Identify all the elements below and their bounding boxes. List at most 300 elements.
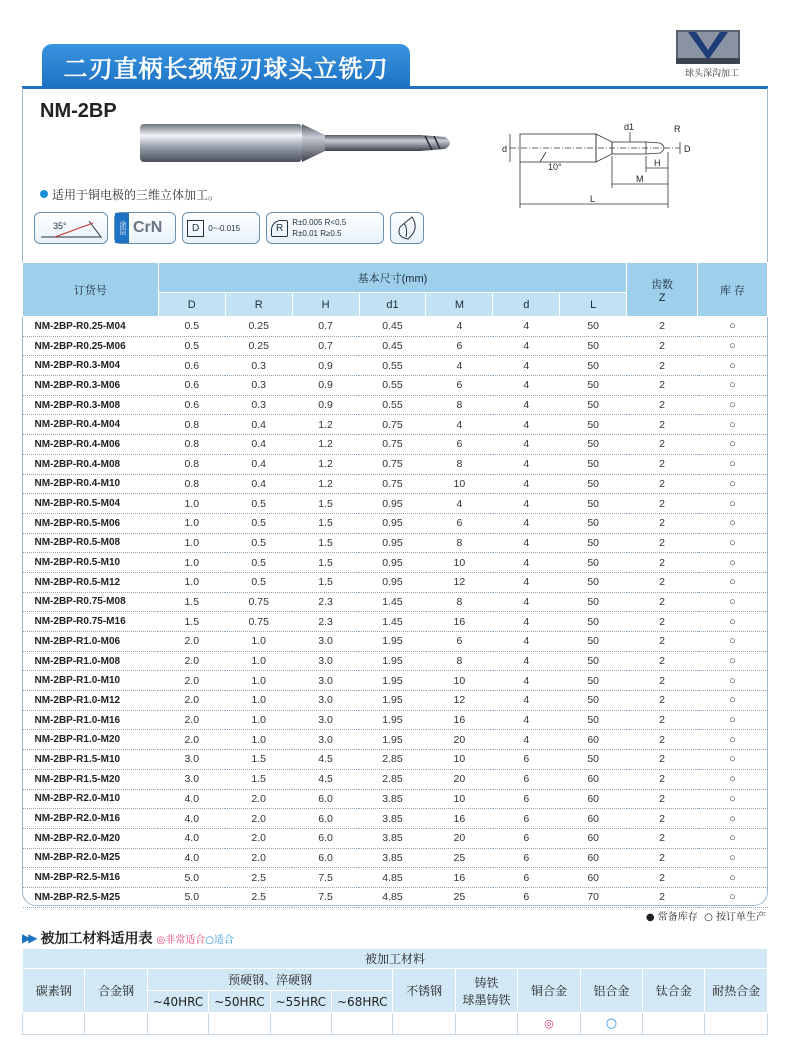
- table-cell: 4: [493, 395, 560, 415]
- radius-tolerance-icon: R R±0.005 R<0.5 R±0.01 R≥0.5: [266, 212, 384, 244]
- table-cell: 4.0: [158, 789, 225, 809]
- table-cell: 2: [627, 809, 698, 829]
- table-cell: 50: [560, 494, 627, 514]
- table-cell: 1.95: [359, 691, 426, 711]
- table-row: [23, 513, 768, 533]
- table-cell: 3.0: [292, 651, 359, 671]
- table-cell: 2: [627, 415, 698, 435]
- table-cell: 6: [493, 809, 560, 829]
- table-cell: 1.2: [292, 474, 359, 494]
- table-cell: 6.0: [292, 789, 359, 809]
- table-cell: 6: [426, 435, 493, 455]
- order-code-cell: NM-2BP-R1.5-M20: [23, 769, 159, 789]
- header-dim-d: D: [158, 293, 225, 317]
- table-cell: 50: [560, 395, 627, 415]
- table-cell: 50: [560, 336, 627, 356]
- order-code-cell: NM-2BP-R0.4-M06: [23, 435, 159, 455]
- table-cell: 0.95: [359, 513, 426, 533]
- bullet-icon: [40, 190, 48, 198]
- table-cell: 70: [560, 887, 627, 907]
- order-code-cell: NM-2BP-R0.4-M10: [23, 474, 159, 494]
- table-cell: 2: [627, 592, 698, 612]
- table-cell: 10: [426, 474, 493, 494]
- table-cell: 2: [627, 612, 698, 632]
- order-code-cell: NM-2BP-R0.75-M08: [23, 592, 159, 612]
- table-cell: 3.85: [359, 789, 426, 809]
- end-mill-photo: [140, 122, 470, 166]
- table-cell: 4: [493, 356, 560, 376]
- table-cell: 4: [493, 336, 560, 356]
- table-cell: 1.0: [225, 651, 292, 671]
- table-cell: 0.75: [225, 592, 292, 612]
- header-dim-d1: d1: [359, 293, 426, 317]
- table-cell: 6: [493, 868, 560, 888]
- label-D: D: [684, 144, 691, 154]
- material-rating-cell: [270, 1013, 331, 1035]
- table-cell: 2.0: [158, 671, 225, 691]
- table-cell: 2: [627, 691, 698, 711]
- table-cell: 50: [560, 454, 627, 474]
- order-code-cell: NM-2BP-R0.5-M12: [23, 572, 159, 592]
- table-cell: 4.5: [292, 750, 359, 770]
- table-cell: 2.5: [225, 887, 292, 907]
- stock-cell: ○: [698, 769, 768, 789]
- table-cell: 0.5: [225, 572, 292, 592]
- table-cell: 60: [560, 789, 627, 809]
- table-cell: 50: [560, 356, 627, 376]
- stock-cell: ○: [698, 671, 768, 691]
- table-cell: 2.85: [359, 769, 426, 789]
- table-cell: 4: [493, 533, 560, 553]
- table-cell: 2.3: [292, 592, 359, 612]
- header-order-code: 订货号: [23, 263, 159, 317]
- table-cell: 0.4: [225, 435, 292, 455]
- order-code-cell: NM-2BP-R1.0-M10: [23, 671, 159, 691]
- table-row: [23, 553, 768, 573]
- table-cell: 0.75: [359, 474, 426, 494]
- table-cell: 50: [560, 474, 627, 494]
- header-dim-h: H: [292, 293, 359, 317]
- table-cell: 6.0: [292, 809, 359, 829]
- table-cell: 1.0: [158, 572, 225, 592]
- table-cell: 2: [627, 651, 698, 671]
- label-R: R: [674, 124, 681, 134]
- header-teeth: 齿数 Z: [627, 263, 698, 317]
- table-cell: 8: [426, 533, 493, 553]
- table-row: [23, 572, 768, 592]
- groove-machining-logo: [676, 30, 740, 64]
- table-cell: 10: [426, 671, 493, 691]
- table-cell: 4: [493, 435, 560, 455]
- table-cell: 10: [426, 789, 493, 809]
- table-cell: 4: [426, 415, 493, 435]
- table-cell: 2: [627, 533, 698, 553]
- table-cell: 0.45: [359, 336, 426, 356]
- table-cell: 25: [426, 887, 493, 907]
- material-rating-cell: [705, 1013, 768, 1035]
- table-cell: 6: [493, 887, 560, 907]
- table-cell: 4: [426, 356, 493, 376]
- stock-cell: ○: [698, 612, 768, 632]
- material-rating-cell: [85, 1013, 147, 1035]
- stock-cell: ○: [698, 513, 768, 533]
- svg-text:35°: 35°: [53, 221, 67, 231]
- table-cell: 6: [426, 632, 493, 652]
- table-cell: 2: [627, 336, 698, 356]
- table-cell: 4.0: [158, 809, 225, 829]
- table-cell: 2.0: [158, 651, 225, 671]
- table-row: [23, 887, 768, 907]
- table-row: [23, 533, 768, 553]
- table-cell: 7.5: [292, 868, 359, 888]
- order-code-cell: NM-2BP-R1.0-M20: [23, 730, 159, 750]
- table-cell: 6: [426, 376, 493, 396]
- table-cell: 1.0: [158, 513, 225, 533]
- order-code-cell: NM-2BP-R0.5-M04: [23, 494, 159, 514]
- table-cell: 2.0: [225, 809, 292, 829]
- table-cell: 6: [493, 828, 560, 848]
- material-rating-cell: [393, 1013, 455, 1035]
- mat-carbon-steel: 碳素钢: [23, 969, 85, 1013]
- mat-hrc-1: ~50HRC: [209, 991, 270, 1013]
- table-cell: 3.0: [158, 769, 225, 789]
- order-code-cell: NM-2BP-R0.25-M04: [23, 317, 159, 337]
- table-cell: 8: [426, 395, 493, 415]
- table-cell: 3.0: [292, 710, 359, 730]
- table-cell: 5.0: [158, 887, 225, 907]
- table-cell: 2: [627, 671, 698, 691]
- mat-stainless: 不锈钢: [393, 969, 455, 1013]
- table-cell: 4: [493, 513, 560, 533]
- order-code-cell: NM-2BP-R2.0-M20: [23, 828, 159, 848]
- table-cell: 0.8: [158, 454, 225, 474]
- table-cell: 60: [560, 730, 627, 750]
- table-cell: 0.3: [225, 395, 292, 415]
- table-cell: 1.0: [225, 691, 292, 711]
- material-rating-cell: [455, 1013, 517, 1035]
- table-cell: 2.0: [158, 730, 225, 750]
- table-cell: 4: [493, 671, 560, 691]
- table-cell: 1.0: [158, 553, 225, 573]
- stock-cell: ○: [698, 533, 768, 553]
- table-cell: 2: [627, 376, 698, 396]
- stock-cell: ○: [698, 435, 768, 455]
- stock-cell: ○: [698, 376, 768, 396]
- table-cell: 50: [560, 691, 627, 711]
- order-code-cell: NM-2BP-R2.0-M10: [23, 789, 159, 809]
- coating-icon: 涂层 CrN: [114, 212, 176, 244]
- material-rating-cell: [147, 1013, 208, 1035]
- label-H: H: [654, 158, 661, 168]
- table-cell: 0.3: [225, 376, 292, 396]
- table-row: [23, 691, 768, 711]
- table-row: [23, 730, 768, 750]
- table-cell: 2.0: [225, 848, 292, 868]
- table-cell: 1.95: [359, 651, 426, 671]
- table-cell: 0.25: [225, 336, 292, 356]
- table-cell: 0.75: [359, 415, 426, 435]
- table-cell: 12: [426, 691, 493, 711]
- stock-cell: ○: [698, 454, 768, 474]
- table-cell: 1.5: [225, 769, 292, 789]
- order-code-cell: NM-2BP-R1.0-M06: [23, 632, 159, 652]
- table-cell: 0.95: [359, 553, 426, 573]
- mat-hardened-steel: 预硬钢、淬硬钢: [147, 969, 393, 991]
- table-cell: 3.85: [359, 809, 426, 829]
- table-cell: 4: [493, 612, 560, 632]
- table-cell: 2.0: [158, 691, 225, 711]
- table-cell: 12: [426, 572, 493, 592]
- table-cell: 0.8: [158, 474, 225, 494]
- table-cell: 3.0: [158, 750, 225, 770]
- table-cell: 6: [493, 848, 560, 868]
- table-cell: 0.75: [359, 435, 426, 455]
- stock-cell: ○: [698, 887, 768, 907]
- table-cell: 2: [627, 828, 698, 848]
- table-cell: 4: [493, 376, 560, 396]
- table-cell: 4.85: [359, 868, 426, 888]
- table-row: [23, 612, 768, 632]
- table-cell: 2: [627, 494, 698, 514]
- table-cell: 2.0: [158, 632, 225, 652]
- table-row: [23, 592, 768, 612]
- stock-cell: ○: [698, 828, 768, 848]
- table-cell: 4.0: [158, 848, 225, 868]
- table-cell: 0.8: [158, 435, 225, 455]
- table-cell: 2.0: [158, 710, 225, 730]
- table-cell: 20: [426, 730, 493, 750]
- stock-cell: ○: [698, 494, 768, 514]
- stock-cell: ○: [698, 395, 768, 415]
- order-code-cell: NM-2BP-R0.4-M08: [23, 454, 159, 474]
- header-stock: 库 存: [698, 263, 768, 317]
- order-code-cell: NM-2BP-R1.0-M08: [23, 651, 159, 671]
- table-row: [23, 435, 768, 455]
- table-cell: 50: [560, 415, 627, 435]
- table-cell: 60: [560, 828, 627, 848]
- table-cell: 0.4: [225, 415, 292, 435]
- table-cell: 7.5: [292, 887, 359, 907]
- order-code-cell: NM-2BP-R0.5-M10: [23, 553, 159, 573]
- table-cell: 1.0: [225, 671, 292, 691]
- material-rating-cell: [23, 1013, 85, 1035]
- dimension-drawing: [490, 112, 700, 212]
- table-cell: 4: [493, 474, 560, 494]
- page-title: 二刃直柄长颈短刃球头立铣刀: [42, 44, 410, 88]
- table-cell: 6: [493, 769, 560, 789]
- table-cell: 0.75: [359, 454, 426, 474]
- table-cell: 1.5: [158, 612, 225, 632]
- table-cell: 4: [426, 494, 493, 514]
- table-cell: 16: [426, 710, 493, 730]
- table-row: [23, 317, 768, 337]
- mat-titanium: 钛合金: [643, 969, 705, 1013]
- stock-cell: ○: [698, 651, 768, 671]
- logo-caption: 球头深沟加工: [684, 69, 739, 79]
- table-cell: 1.45: [359, 612, 426, 632]
- table-row: [23, 632, 768, 652]
- stock-cell: ○: [698, 691, 768, 711]
- header-dim-m: M: [426, 293, 493, 317]
- table-cell: 4: [493, 317, 560, 337]
- table-cell: 2: [627, 789, 698, 809]
- table-cell: 0.95: [359, 494, 426, 514]
- table-cell: 2.85: [359, 750, 426, 770]
- table-cell: 0.95: [359, 572, 426, 592]
- label-L: L: [590, 194, 596, 204]
- table-cell: 2.5: [225, 868, 292, 888]
- table-cell: 0.3: [225, 356, 292, 376]
- table-cell: 4: [493, 691, 560, 711]
- table-cell: 0.6: [158, 376, 225, 396]
- table-cell: 1.5: [292, 513, 359, 533]
- stock-cell: ○: [698, 632, 768, 652]
- stock-cell: ○: [698, 572, 768, 592]
- table-cell: 2: [627, 887, 698, 907]
- table-cell: 4.0: [158, 828, 225, 848]
- table-cell: 0.5: [225, 533, 292, 553]
- table-row: [23, 454, 768, 474]
- order-code-cell: NM-2BP-R0.3-M08: [23, 395, 159, 415]
- stock-cell: ○: [698, 868, 768, 888]
- table-cell: 50: [560, 572, 627, 592]
- stock-cell: ○: [698, 474, 768, 494]
- table-cell: 2: [627, 553, 698, 573]
- table-cell: 0.95: [359, 533, 426, 553]
- table-cell: 2: [627, 395, 698, 415]
- table-row: [23, 848, 768, 868]
- table-cell: 50: [560, 553, 627, 573]
- table-cell: 2: [627, 848, 698, 868]
- mat-copper: 铜合金: [518, 969, 580, 1013]
- table-cell: 2: [627, 572, 698, 592]
- table-row: [23, 336, 768, 356]
- table-row: [23, 395, 768, 415]
- table-cell: 1.95: [359, 632, 426, 652]
- table-cell: 0.6: [158, 395, 225, 415]
- table-cell: 2: [627, 454, 698, 474]
- table-cell: 16: [426, 868, 493, 888]
- table-cell: 0.45: [359, 317, 426, 337]
- table-cell: 1.5: [158, 592, 225, 612]
- order-code-cell: NM-2BP-R0.3-M06: [23, 376, 159, 396]
- table-cell: 4.85: [359, 887, 426, 907]
- table-cell: 25: [426, 848, 493, 868]
- stock-cell: ○: [698, 750, 768, 770]
- table-cell: 0.7: [292, 336, 359, 356]
- order-code-cell: NM-2BP-R1.0-M16: [23, 710, 159, 730]
- table-cell: 8: [426, 592, 493, 612]
- table-cell: 2: [627, 730, 698, 750]
- double-arrow-icon: ▶▶: [22, 931, 35, 945]
- table-cell: 2: [627, 513, 698, 533]
- table-cell: 1.95: [359, 710, 426, 730]
- stock-cell: ○: [698, 710, 768, 730]
- table-row: [23, 828, 768, 848]
- stock-cell: ○: [698, 848, 768, 868]
- table-row: [23, 671, 768, 691]
- table-cell: 0.8: [158, 415, 225, 435]
- table-cell: 6: [426, 513, 493, 533]
- table-cell: 0.4: [225, 454, 292, 474]
- order-code-cell: NM-2BP-R0.5-M06: [23, 513, 159, 533]
- table-cell: 4: [493, 710, 560, 730]
- table-cell: 4: [493, 553, 560, 573]
- table-cell: 60: [560, 769, 627, 789]
- material-rating-cell: [332, 1013, 393, 1035]
- table-row: [23, 356, 768, 376]
- materials-title: ▶▶ 被加工材料适用表 ◎非常适合○适合: [22, 931, 234, 947]
- table-cell: 8: [426, 454, 493, 474]
- table-cell: 50: [560, 376, 627, 396]
- table-cell: 5.0: [158, 868, 225, 888]
- table-cell: 2: [627, 632, 698, 652]
- table-cell: 1.5: [225, 750, 292, 770]
- table-cell: 2: [627, 769, 698, 789]
- table-cell: 3.85: [359, 848, 426, 868]
- stock-cell: ○: [698, 553, 768, 573]
- table-cell: 4: [493, 592, 560, 612]
- table-cell: 6.0: [292, 848, 359, 868]
- table-cell: 0.5: [158, 336, 225, 356]
- table-row: [23, 494, 768, 514]
- table-cell: 4: [493, 730, 560, 750]
- stock-cell: ○: [698, 809, 768, 829]
- materials-table: [22, 948, 768, 1035]
- table-cell: 50: [560, 671, 627, 691]
- label-d1: d1: [624, 122, 635, 132]
- table-cell: 50: [560, 651, 627, 671]
- table-cell: 1.0: [225, 710, 292, 730]
- table-cell: 0.55: [359, 356, 426, 376]
- table-cell: 8: [426, 651, 493, 671]
- table-cell: 2: [627, 356, 698, 376]
- materials-group-header: 被加工材料: [23, 949, 768, 969]
- table-cell: 20: [426, 828, 493, 848]
- table-cell: 0.25: [225, 317, 292, 337]
- table-row: [23, 769, 768, 789]
- table-row: [23, 376, 768, 396]
- table-cell: 4: [426, 317, 493, 337]
- table-row: [23, 710, 768, 730]
- material-rating-cell: ◎: [518, 1013, 580, 1035]
- table-cell: 50: [560, 710, 627, 730]
- table-cell: 1.0: [225, 632, 292, 652]
- material-rating-cell: ○: [580, 1013, 642, 1035]
- table-cell: 0.5: [225, 513, 292, 533]
- stock-cell: ○: [698, 592, 768, 612]
- table-cell: 1.5: [292, 553, 359, 573]
- table-row: [23, 809, 768, 829]
- mat-aluminum: 铝合金: [580, 969, 642, 1013]
- header-dim-r: R: [225, 293, 292, 317]
- table-cell: 4: [493, 494, 560, 514]
- table-cell: 2.0: [225, 828, 292, 848]
- table-cell: 2: [627, 435, 698, 455]
- table-cell: 4: [493, 651, 560, 671]
- table-cell: 60: [560, 809, 627, 829]
- table-cell: 6.0: [292, 828, 359, 848]
- table-cell: 6: [426, 336, 493, 356]
- mat-hrc-3: ~68HRC: [332, 991, 393, 1013]
- header-basic-dims: 基本尺寸(mm): [158, 263, 626, 293]
- table-cell: 10: [426, 553, 493, 573]
- spec-table: [22, 262, 768, 908]
- order-code-cell: NM-2BP-R0.25-M06: [23, 336, 159, 356]
- label-M: M: [636, 174, 644, 184]
- order-code-cell: NM-2BP-R1.5-M10: [23, 750, 159, 770]
- header-dim-d: d: [493, 293, 560, 317]
